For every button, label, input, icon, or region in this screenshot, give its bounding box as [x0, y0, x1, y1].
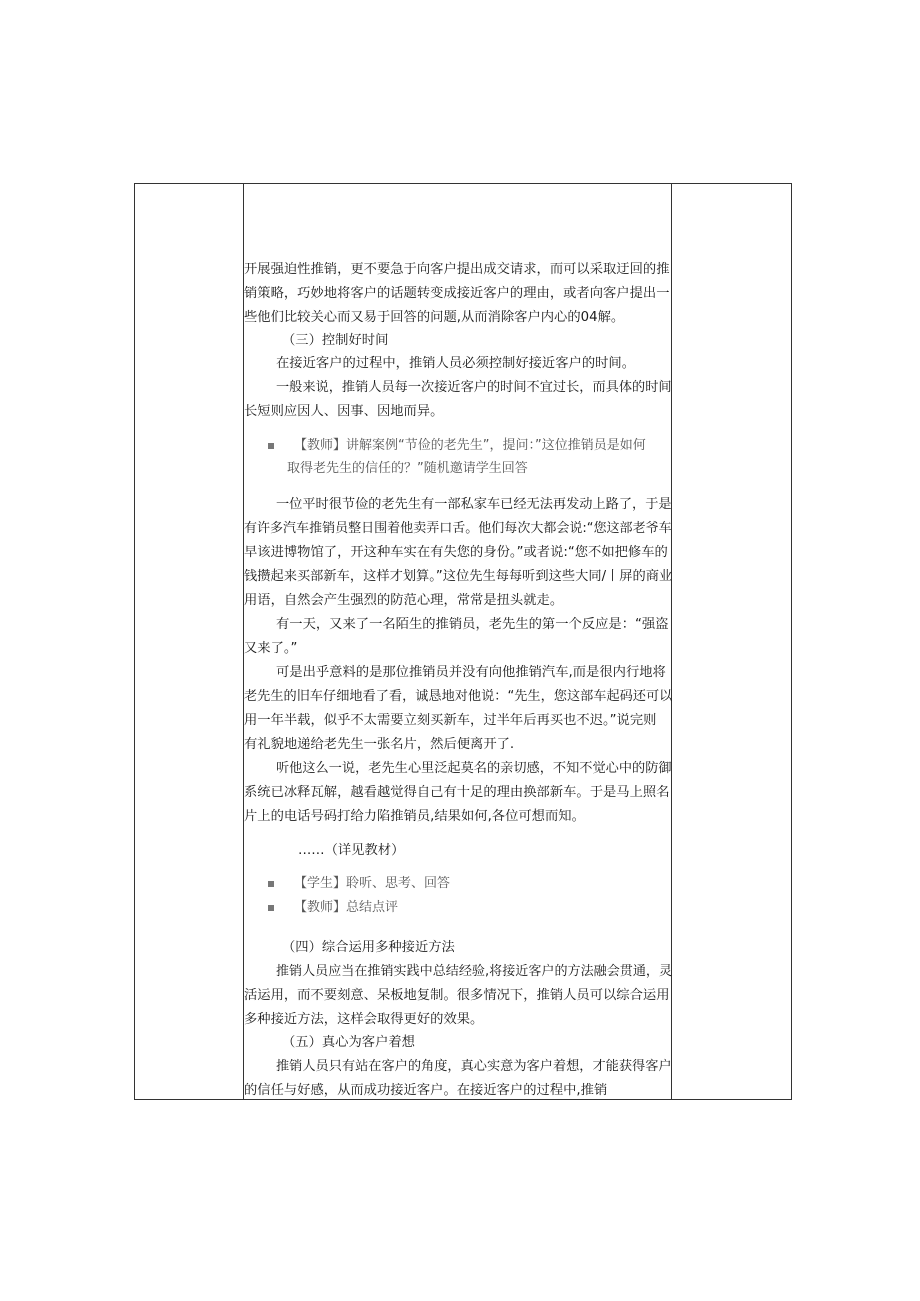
story-line: 老先生的旧车仔细地看了看，诚恳地对他说：“先生，您这部车起码还可以: [244, 689, 673, 704]
story-line: 又来了。”: [244, 641, 298, 656]
student-note: 【学生】聆听、思考、回答: [294, 876, 451, 891]
text-line: 推销人员只有站在客户的角度，真心实意为客户着想，才能获得客户: [276, 1059, 672, 1074]
bullet-icon: [268, 905, 274, 911]
text-line: 在接近客户的过程中，推销人员必须控制好接近客户的时间。: [276, 356, 636, 371]
text-line: 一般来说，推销人员每一次接近客户的时间不宜过长，而具体的时间: [276, 380, 672, 395]
column-divider-right: [671, 184, 672, 1099]
story-line: 早该进博物馆了，开这种车实在有失您的身份。”或者说:“您不如把修车的: [244, 545, 668, 560]
story-line: 用一年半载，似乎不太需要立刻买新车，过半年后再买也不迟。”说完则: [244, 713, 657, 728]
story-line: 一位平时很节俭的老先生有一部私家车已经无法再发动上路了，于是: [276, 497, 672, 512]
section-heading-5: （五）真心为客户着想: [282, 1035, 415, 1050]
text-line: 些他们比较关心而又易于回答的问题,从而消除客户内心的04解。: [244, 310, 625, 325]
bullet-icon: [268, 881, 274, 887]
section-heading-4: （四）综合运用多种接近方法: [282, 940, 455, 955]
text-line: 销策略，巧妙地将客户的话题转变成接近客户的理由，或者向客户提出一: [244, 286, 670, 301]
ellipsis-reference: ……（详见教材）: [298, 843, 405, 858]
story-line: 有一天，又来了一名陌生的推销员，老先生的第一个反应是：“强盗: [276, 617, 669, 632]
text-line: 的信任与好感，从而成功接近客户。在接近客户的过程中,推销: [244, 1083, 608, 1098]
story-line: 可是出乎意料的是那位推销员并没有向他推销汽车,而是很内行地将: [276, 665, 666, 680]
section-heading-3: （三）控制好时间: [282, 333, 389, 348]
teacher-note: 【教师】讲解案例“节俭的老先生”，提问：”这位推销员是如何: [294, 438, 646, 453]
story-line: 听他这么一说，老先生心里泛起莫名的亲切感，不知不觉心中的防御: [276, 761, 672, 776]
text-line: 长短则应因人、因事、因地而异。: [244, 404, 444, 419]
text-line: 推销人员应当在推销实践中总结经验,将接近客户的方法融会贯通，灵: [276, 964, 673, 979]
story-line: 钱攒起来买部新车，这样才划算。”这位先生每每听到这些大同/丨屏的商业: [244, 569, 673, 584]
bullet-icon: [268, 443, 274, 449]
story-line: 有礼貌地递给老先生一张名片，然后便离开了.: [244, 737, 515, 752]
text-line: 活运用，而不要刻意、呆板地复制。很多情况下，推销人员可以综合运用: [244, 988, 670, 1003]
story-line: 片上的电话号码打给力陷推销员,结果如何,各位可想而知。: [244, 809, 585, 824]
teacher-summary-note: 【教师】总结点评: [294, 900, 399, 915]
story-line: 系统已冰释瓦解，越看越觉得自己有十足的理由换部新车。于是马上照名: [244, 785, 670, 800]
text-line: 多种接近方法，这样会取得更好的效果。: [244, 1012, 484, 1027]
story-line: 用语，自然会产生强烈的防范心理，常常是扭头就走。: [244, 593, 564, 608]
text-line: 开展强迫性推销，更不要急于向客户提出成交请求，而可以采取迂回的推: [244, 262, 670, 277]
story-line: 有许多汽车推销员整日围着他卖弄口舌。他们每次大都会说:“您这部老爷车: [244, 521, 672, 536]
teacher-note: 取得老先生的信任的？”随机邀请学生回答: [287, 461, 528, 476]
